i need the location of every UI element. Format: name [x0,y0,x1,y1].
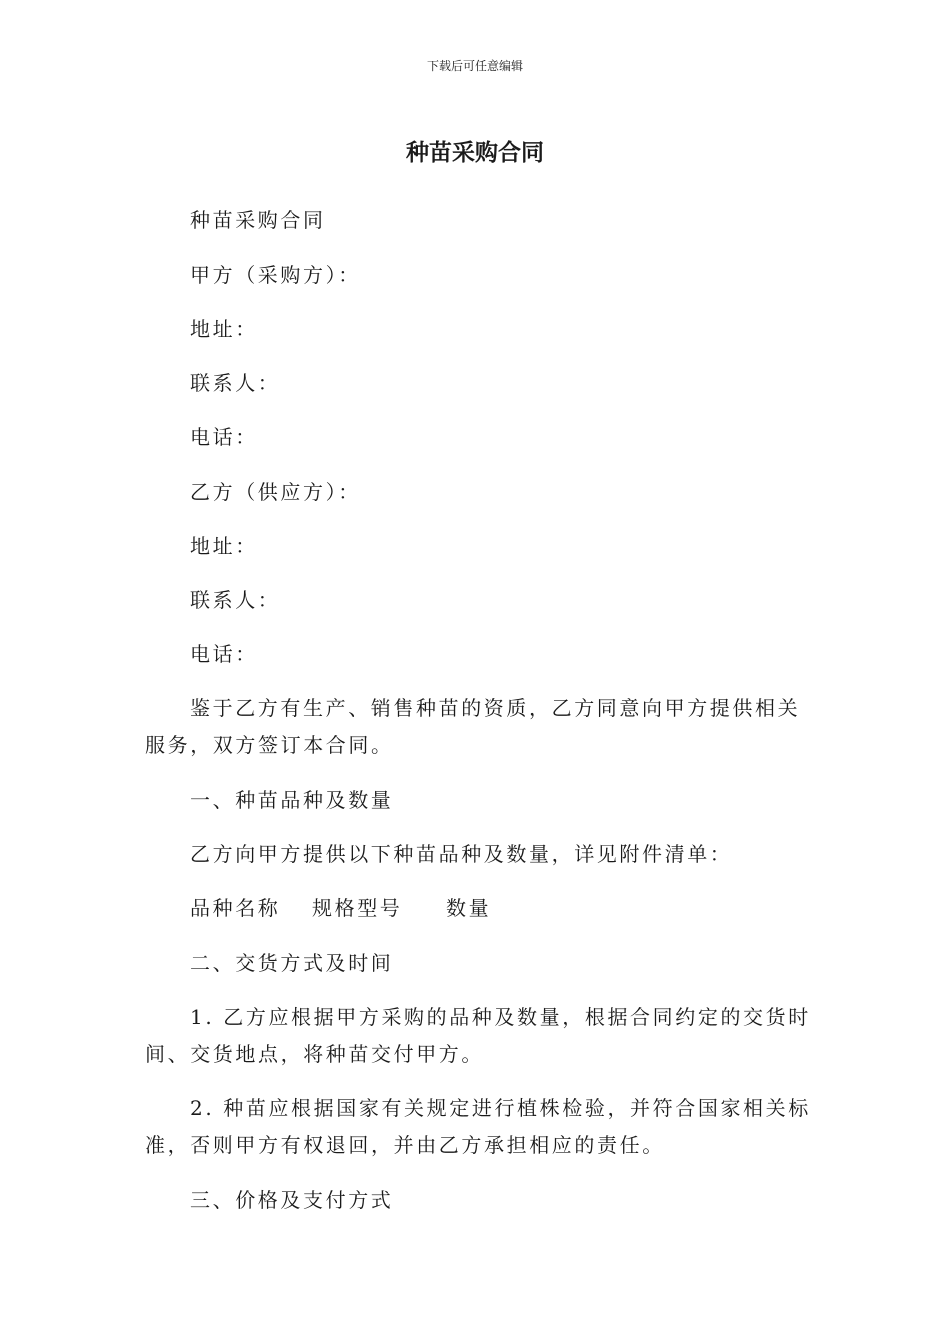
column-variety-name: 品种名称 [190,896,281,920]
paragraph-party-b-address: 地址： [190,534,258,558]
paragraph-variety-intro: 乙方向甲方提供以下种苗品种及数量，详见附件清单： [190,842,733,866]
paragraph-party-b-phone: 电话： [190,642,258,666]
section-heading-2: 二、交货方式及时间 [190,951,394,975]
clause-2-2: 2. 种苗应根据国家有关规定进行植株检验，并符合国家相关标准，否则甲方有权退回，并由乙方承担相应的责任。 [145,1096,811,1157]
paragraph-party-b-contact: 联系人： [190,588,281,612]
section-heading-3: 三、价格及支付方式 [190,1188,394,1212]
document-title: 种苗采购合同 [406,140,544,166]
column-spec-model: 规格型号 [312,896,403,920]
paragraph-contract-name: 种苗采购合同 [190,208,326,232]
paragraph-party-a-contact: 联系人： [190,371,281,395]
clause-2-1: 1. 乙方应根据甲方采购的品种及数量，根据合同约定的交货时间、交货地点，将种苗交付甲方。 [145,1005,811,1066]
paragraph-party-b: 乙方（供应方）： [190,480,361,504]
section-heading-1: 一、种苗品种及数量 [190,788,394,812]
header-note: 下载后可任意编辑 [426,59,523,73]
paragraph-party-a: 甲方（采购方）： [190,263,361,287]
paragraph-party-a-address: 地址： [190,317,258,341]
column-quantity: 数量 [446,896,492,920]
paragraph-party-a-phone: 电话： [190,425,258,449]
paragraph-preamble: 鉴于乙方有生产、销售种苗的资质，乙方同意向甲方提供相关服务，双方签订本合同。 [145,696,801,757]
